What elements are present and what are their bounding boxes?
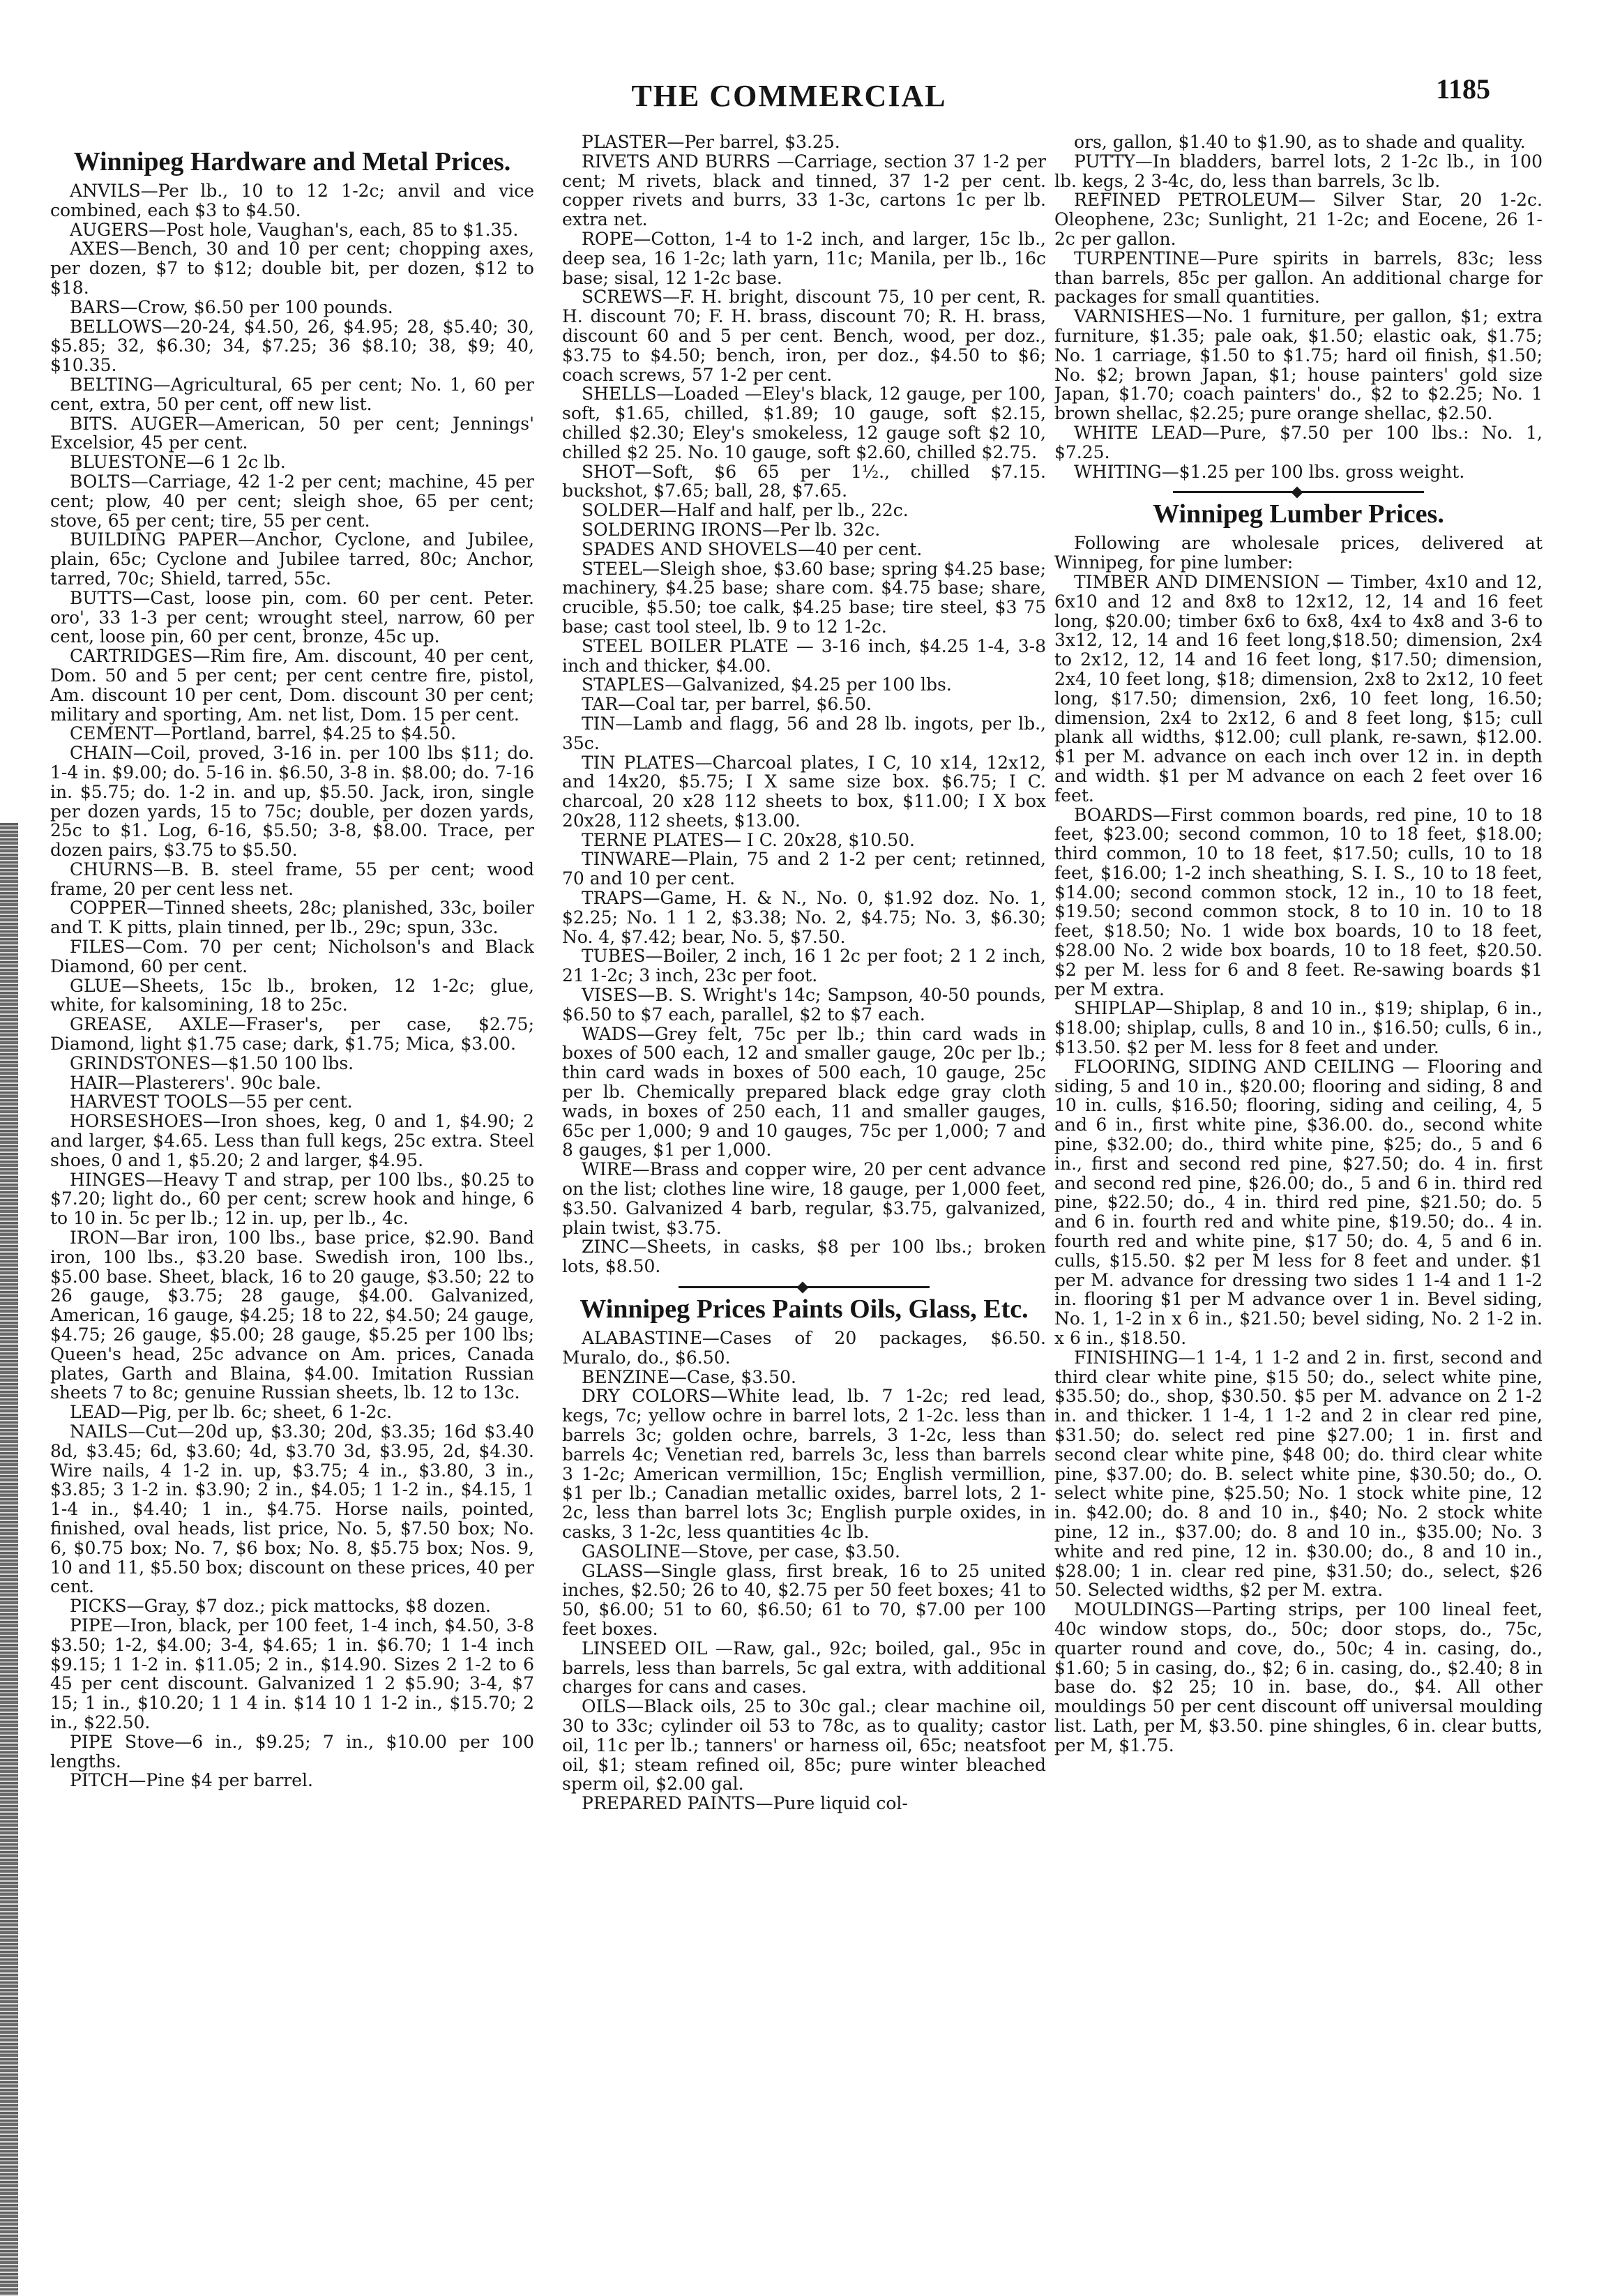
- price-paragraph: SOLDERING IRONS—Per lb. 32c.: [582, 519, 881, 540]
- price-paragraph: SHOT—Soft, $6 65 per 1½., chilled $7.15. buckshot, $7.65; ball, 28, $7.65.: [562, 461, 1046, 501]
- column-hardware-and-paints: [562, 133, 1046, 2281]
- price-paragraph: ROPE—Cotton, 1-4 to 1-2 inch, and larger, 15c lb., deep sea, 16 1-2c; lath yarn, 11c; Manila, per lb., 16c base; sisal, 12 1-2c base.: [562, 228, 1046, 288]
- page-title: THE COMMERCIAL: [631, 79, 947, 113]
- price-paragraph: TURPENTINE—Pure spirits in barrels, 83c; less than barrels, 85c per gallon. An additional charge for packages for small quantities.: [1054, 248, 1543, 308]
- price-paragraph: SHIPLAP—Shiplap, 8 and 10 in., $19; shiplap, 6 in., $18.00; shiplap, culls, 8 and 10 in., $16.50; culls, 6 in., $13.50. $2 per M. less for 8 feet and under.: [1054, 998, 1543, 1058]
- price-paragraph: BARS—Crow, $6.50 per 100 pounds.: [70, 296, 393, 317]
- price-paragraph: HINGES—Heavy T and strap, per 100 lbs., $0.25 to $7.20; light do., 60 per cent; screw hook and hinge, 6 to 10 in. 5c per lb.; 12 in. up, per lb., 4c.: [50, 1169, 534, 1229]
- price-paragraph: WHITING—$1.25 per 100 lbs. gross weight.: [1074, 461, 1465, 482]
- price-paragraph: WADS—Grey felt, 75c per lb.; thin card wads in boxes of 500 each, 12 and smaller gauge, 20c per lb.; thin card wads in boxes of 500 each, 10 gauge, 25c per lb. Chemically prepared black edge gray cloth wads, in boxes of 250 each, 11 and smaller gauges, 65c per 1,000; 9 and 10 gauges, 75c per 1,000; 7 and 8 gauges, $1 per 1,000.: [562, 1023, 1046, 1161]
- price-paragraph: BLUESTONE—6 1 2c lb.: [70, 452, 286, 473]
- price-paragraph: BENZINE—Case, $3.50.: [582, 1366, 796, 1387]
- price-paragraph: BOARDS—First common boards, red pine, 10 to 18 feet, $23.00; second common, 10 to 18 feet, $18.00; third common, 10 to 18 feet, $17.50; culls, 10 to 18 feet, $16.00; 1-2 inch sheathing, S. I. S., 10 to 18 feet, $14.00; second common stock, 12 in., 10 to 18 feet, $19.50; second common stock, 8 to 10 in. 10 to 18 feet, $18.50; No. 1 wide box boards, 10 to 18 feet, $28.00 No. 2 wide box boards, 10 to 18 feet, $20.50. $2 per M. less for 6 and 8 feet. Re-sawing boards $1 per M extra.: [1054, 804, 1543, 999]
- price-paragraph: WHITE LEAD—Pure, $7.50 per 100 lbs.: No. 1, $7.25.: [1054, 422, 1543, 462]
- section-heading-lumber: Winnipeg Lumber Prices.: [1153, 499, 1444, 529]
- price-paragraph: RIVETS AND BURRS —Carriage, section 37 1-2 per cent; M rivets, black and tinned, 37 1-2 per cent. copper rivets and burrs, 33 1-3c, cartons 1c per lb. extra net.: [562, 151, 1046, 230]
- price-paragraph: WIRE—Brass and copper wire, 20 per cent advance on the list; clothes line wire, 18 gauge, per 1,000 feet, $3.50. Galvanized 4 barb, regular, $3.75, galvanized, plain twist, $3.75.: [562, 1159, 1046, 1238]
- column-hardware-prices: [50, 148, 534, 2296]
- section-divider: [679, 1286, 930, 1288]
- price-paragraph: TINWARE—Plain, 75 and 2 1-2 per cent; retinned, 70 and 10 per cent.: [562, 849, 1046, 889]
- price-paragraph: BOLTS—Carriage, 42 1-2 per cent; machine, 45 per cent; plow, 40 per cent; sleigh shoe, 65 per cent; stove, 65 per cent; tire, 55 per cent.: [50, 471, 534, 531]
- price-paragraph: AUGERS—Post hole, Vaughan's, each, 85 to $1.35.: [70, 219, 519, 240]
- price-paragraph: PIPE—Iron, black, per 100 feet, 1-4 inch, $4.50, 3-8 $3.50; 1-2, $4.00; 3-4, $4.65; 1 in. $6.70; 1 1-4 inch $9.15; 1 1-2 in. $11.05; 2 in., $14.90. Sizes 2 1-2 to 6 45 per cent discount. Galvanized 1 2 $5.90; 3-4, $7 15; 1 in., $10.20; 1 1 4 in. $14 10 1 1-2 in., $15.70; 2 in., $22.50.: [50, 1615, 534, 1732]
- price-paragraph: BITS. AUGER—American, 50 per cent; Jennings' Excelsior, 45 per cent.: [50, 413, 534, 453]
- price-paragraph: CARTRIDGES—Rim fire, Am. discount, 40 per cent, Dom. 50 and 5 per cent; per cent centre fire, pistol, Am. discount 10 per cent, Dom. discount 30 per cent; military and sporting, Am. net list, Dom. 15 per cent.: [50, 646, 534, 725]
- price-paragraph: PUTTY—In bladders, barrel lots, 2 1-2c lb., in 100 lb. kegs, 2 3-4c, do, less than barrels, 3c lb.: [1054, 151, 1543, 191]
- hardware-price-list-continued: [562, 133, 1046, 1276]
- price-paragraph: Following are wholesale prices, delivered at Winnipeg, for pine lumber:: [1054, 533, 1543, 573]
- price-paragraph: LEAD—Pig, per lb. 6c; sheet, 6 1-2c.: [70, 1402, 393, 1423]
- price-paragraph: DRY COLORS—White lead, lb. 7 1-2c; red lead, kegs, 7c; yellow ochre in barrel lots, 2 1-2c. less than barrels 3c; golden ochre, barrels, 3 1-2c, less than barrels 4c; Venetian red, barrels 3c, less than barrels 3 1-2c; American vermillion, 15c; English vermillion, $1 per lb.; Canadian metallic oxides, barrel lots, 2 1-2c, less than barrel lots 3c; English purple oxides, in casks, 3 1-2c, less quantities 4c lb.: [562, 1386, 1046, 1542]
- price-paragraph: HAIR—Plasterers'. 90c bale.: [70, 1072, 321, 1093]
- price-paragraph: GREASE, AXLE—Fraser's, per case, $2.75; Diamond, light $1.75 case; dark, $1.75; Mica, $3.00.: [50, 1014, 534, 1055]
- price-paragraph: VARNISHES—No. 1 furniture, per gallon, $1; extra furniture, $1.35; pale oak, $1.50; elastic oak, $1.75; No. 1 carriage, $1.50 to $1.75; hard oil finish, $1.50; No. $2; brown Japan, $1; house painters' gold size Japan, $1.70; coach painters' do., $2 to $2.25; No. 1 brown shellac, $2.25; pure orange shellac, $2.50.: [1054, 306, 1543, 424]
- price-paragraph: BUILDING PAPER—Anchor, Cyclone, and Jubilee, plain, 65c; Cyclone and Jubilee tarred, 80c; Anchor, tarred, 70c; Shield, tarred, 55c.: [50, 529, 534, 589]
- section-heading-hardware: Winnipeg Hardware and Metal Prices.: [73, 148, 511, 176]
- price-paragraph: TIMBER AND DIMENSION — Timber, 4x10 and 12, 6x10 and 12 and 8x8 to 12x12, 12, 14 and 16 feet long, $20.00; timber 6x6 to 6x8, 4x4 to 4x8 and 3-6 to 3x12, 12, 14 and 16 feet long,$18.50; dimension, 2x4 to 2x12, 12, 14 and 16 feet long, $17.50; dimension, 2x4, 10 feet long, $18; dimension, 2x8 to 2x12, 10 feet long, $17.50; dimension, 2x6, 10 feet long, 16.50; dimension, 2x4 to 2x12, 6 and 8 feet long, $15; cull plank all widths, $12.00; cull plank, re-sawn, $12.00. $1 per M. advance on each inch over 12 in. in depth and width. $1 per M advance on each 2 feet over 16 feet.: [1054, 571, 1543, 806]
- section-divider: [1173, 491, 1424, 493]
- price-paragraph: STEEL—Sleigh shoe, $3.60 base; spring $4.25 base; machinery, $4.25 base; share com. $4.75 base; share, crucible, $5.50; toe calk, $4.25 base; tire steel, $3 75 base; cast tool steel, lb. 9 to 12 1-2c.: [562, 558, 1046, 637]
- paints-price-list-continued: [1054, 133, 1543, 481]
- price-paragraph: LINSEED OIL —Raw, gal., 92c; boiled, gal., 95c in barrels, less than barrels, 5c gal extra, with additional charges for cans and cases.: [562, 1638, 1046, 1698]
- price-paragraph: ALABASTINE—Cases of 20 packages, $6.50. Muralo, do., $6.50.: [562, 1328, 1046, 1368]
- price-paragraph: SOLDER—Half and half, per lb., 22c.: [582, 500, 909, 521]
- price-paragraph: GRINDSTONES—$1.50 100 lbs.: [70, 1052, 354, 1073]
- hardware-price-list: [50, 181, 534, 1790]
- price-paragraph: HORSESHOES—Iron shoes, keg, 0 and 1, $4.90; 2 and larger, $4.65. Less than full kegs, 25c extra. Steel shoes, 0 and 1, $5.20; 2 and larger, $4.95.: [50, 1111, 534, 1170]
- price-paragraph: NAILS—Cut—20d up, $3.30; 20d, $3.35; 16d $3.40 8d, $3.45; 6d, $3.60; 4d, $3.70 3d, $3.95, 2d, $4.30. Wire nails, 4 1-2 in. up, $3.75; 4 in., $3.80, 3 in., $3.85; 3 1-2 in. $3.90; 2 in., $4.05; 1 1-2 in., $4.15, 1 1-4 in., $4.40; 1 in., $4.75. Horse nails, pointed, finished, oval heads, list price, No. 5, $7.50 box; No. 6, $0.75 box; No. 7, $6 box; No. 8, $5.75 box; Nos. 9, 10 and 11, $5.50 box; discount on these prices, 40 per cent.: [50, 1421, 534, 1597]
- column-paints-and-lumber: [1054, 133, 1543, 2281]
- price-paragraph: CEMENT—Portland, barrel, $4.25 to $4.50.: [70, 723, 457, 744]
- price-paragraph: REFINED PETROLEUM— Silver Star, 20 1-2c. Oleophene, 23c; Sunlight, 21 1-2c; and Eocene, 26 1-2c per gallon.: [1054, 190, 1543, 249]
- price-paragraph: PLASTER—Per barrel, $3.25.: [582, 133, 840, 152]
- price-paragraph: SHELLS—Loaded —Eley's black, 12 gauge, per 100, soft, $1.65, chilled, $1.89; 10 gauge, soft $2.15, chilled $2.30; Eley's smokeless, 12 gauge soft $2 10, chilled $2 25. No. 10 gauge, soft $2.60, chilled $2.75.: [562, 384, 1046, 462]
- price-paragraph: HARVEST TOOLS—55 per cent.: [70, 1092, 353, 1112]
- running-head: [0, 73, 1606, 128]
- price-paragraph: FINISHING—1 1-4, 1 1-2 and 2 in. first, second and third clear white pine, $15 50; do., select white pine, $35.50; do., shop, $30.50. $5 per M. advance on 2 1-2 in. and thicker. 1 1-4, 1 1-2 and 2 in clear red pine, $31.50; do. select red pine $27.00; 1 in. first and second clear white pine, $48 00; do. third clear white pine, $37.00; do. B. select white pine, $30.50; do., O. select white pine, $25.50; No. 1 stock white pine, 12 in. $42.00; do. 8 and 10 in., $40; No. 2 stock white pine, 12 in., $37.00; do. 8 and 10 in., $35.00; No. 3 white and red pine, 12 in. $30.00; do., 8 and 10 in., $28.00; 1 in. clear red pine, $31.50; do., select, $26 50. Selected widths, $2 per M. extra.: [1054, 1347, 1543, 1601]
- lumber-price-list: [1054, 534, 1543, 1755]
- section-heading-paints: Winnipeg Prices Paints Oils, Glass, Etc.: [579, 1294, 1029, 1324]
- price-paragraph: ANVILS—Per lb., 10 to 12 1-2c; anvil and vice combined, each $3 to $4.50.: [50, 181, 534, 220]
- price-paragraph: PREPARED PAINTS—Pure liquid col-: [582, 1793, 908, 1814]
- price-paragraph: ZINC—Sheets, in casks, $8 per 100 lbs.; broken lots, $8.50.: [562, 1237, 1046, 1277]
- price-paragraph: TERNE PLATES— I C. 20x28, $10.50.: [582, 829, 915, 850]
- price-paragraph: PICKS—Gray, $7 doz.; pick mattocks, $8 dozen.: [70, 1596, 492, 1617]
- price-paragraph: GASOLINE—Stove, per case, $3.50.: [582, 1541, 900, 1562]
- price-paragraph: CHURNS—B. B. steel frame, 55 per cent; wood frame, 20 per cent less net.: [50, 859, 534, 899]
- price-paragraph: TAR—Coal tar, per barrel, $6.50.: [582, 694, 872, 715]
- price-paragraph: SPADES AND SHOVELS—40 per cent.: [582, 538, 923, 559]
- price-paragraph: TRAPS—Game, H. & N., No. 0, $1.92 doz. No. 1, $2.25; No. 1 1 2, $3.38; No. 2, $4.75; No. 3, $6.30; No. 4, $7.42; bear, No. 5, $7.50.: [562, 888, 1046, 947]
- price-paragraph: TUBES—Boiler, 2 inch, 16 1 2c per foot; 2 1 2 inch, 21 1-2c; 3 inch, 23c per foot.: [562, 946, 1046, 986]
- price-paragraph: PIPE Stove—6 in., $9.25; 7 in., $10.00 per 100 lengths.: [50, 1731, 534, 1772]
- price-paragraph: AXES—Bench, 30 and 10 per cent; chopping axes, per dozen, $7 to $12; double bit, per dozen, $12 to $18.: [50, 239, 534, 298]
- price-paragraph: GLUE—Sheets, 15c lb., broken, 12 1-2c; glue, white, for kalsomining, 18 to 25c.: [50, 975, 534, 1015]
- price-paragraph: BELTING—Agricultural, 65 per cent; No. 1, 60 per cent, extra, 50 per cent, off new list.: [50, 374, 534, 414]
- paints-price-list: [562, 1329, 1046, 1813]
- price-paragraph: FILES—Com. 70 per cent; Nicholson's and Black Diamond, 60 per cent.: [50, 937, 534, 976]
- price-paragraph: PITCH—Pine $4 per barrel.: [70, 1770, 313, 1791]
- price-paragraph: STAPLES—Galvanized, $4.25 per 100 lbs.: [582, 674, 952, 695]
- price-paragraph: BELLOWS—20-24, $4.50, 26, $4.95; 28, $5.40; 30, $5.85; 32, $6.30; 34, $7.25; 36 $8.10; 38, $9; 40, $10.35.: [50, 316, 534, 376]
- price-paragraph: CHAIN—Coil, proved, 3-16 in. per 100 lbs $11; do. 1-4 in. $9.00; do. 5-16 in. $6.50, 3-8 in. $8.00; do. 7-16 in. $5.75; do. 1-2 in. and up, $5.50. Jack, iron, single per dozen yards, 15 to 75c; double, per dozen yards, 25c to $1. Log, 6-16, $5.50; 3-8, $8.00. Trace, per dozen pairs, $3.75 to $5.50.: [50, 743, 534, 861]
- scan-binding-edge: [0, 823, 18, 2296]
- price-paragraph: TIN PLATES—Charcoal plates, I C, 10 x14, 12x12, and 14x20, $5.75; I X same size box. $6.75; I C. charcoal, 20 x28 112 sheets to box, $11.00; I X box 20x28, 112 sheets, $13.00.: [562, 752, 1046, 831]
- price-paragraph: VISES—B. S. Wright's 14c; Sampson, 40-50 pounds, $6.50 to $7 each, parallel, $2 to $7 each.: [562, 985, 1046, 1025]
- price-paragraph: BUTTS—Cast, loose pin, com. 60 per cent. Peter. oro', 33 1-3 per cent; wrought steel, narrow, 60 per cent, loose pin, 60 per cent, bronze, 45c up.: [50, 587, 534, 647]
- price-paragraph: OILS—Black oils, 25 to 30c gal.; clear machine oil, 30 to 33c; cylinder oil 53 to 78c, as to quality; castor oil, 11c per lb.; tanners' or harness oil, 65c; neatsfoot oil, $1; steam refined oil, 85c; pure winter bleached sperm oil, $2.00 gal.: [562, 1696, 1046, 1795]
- price-paragraph: STEEL BOILER PLATE — 3-16 inch, $4.25 1-4, 3-8 inch and thicker, $4.00.: [562, 635, 1046, 676]
- price-paragraph: COPPER—Tinned sheets, 28c; planished, 33c, boiler and T. K pitts, plain tinned, per lb., 29c; spun, 33c.: [50, 898, 534, 938]
- page-number: 1185: [1436, 73, 1490, 105]
- price-paragraph: FLOORING, SIDING AND CEILING — Flooring and siding, 5 and 10 in., $20.00; flooring and siding, 8 and 10 in. culls, $16.50; flooring, siding and ceiling, 4, 5 and 6 in., first white pine, $36.00. do., second white pine, $32.00; do., third white pine, $25; do., 5 and 6 in., first and second red pine, $27.50; do. 4 in. first and second red pine, $26.00; do., 5 and 6 in. third red pine, $22.50; do., 4 in. third red pine, $21.50; do. 5 and 6 in. fourth red and white pine, $19.50; do.. 4 in. fourth red and white pine, $17 50; do. 4, 5 and 6 in. culls, $15.50. $2 per M less for 8 feet and under. $1 per M. advance for dressing two sides 1 1-4 and 1 1-2 in. flooring $1 per M advance over 1 in. Bevel siding, No. 1, 1-2 in x 6 in., $21.50; bevel siding, No. 2 1-2 in. x 6 in., $18.50.: [1054, 1056, 1543, 1349]
- price-paragraph: ors, gallon, $1.40 to $1.90, as to shade and quality.: [1074, 133, 1526, 152]
- price-paragraph: GLASS—Single glass, first break, 16 to 25 united inches, $2.50; 26 to 40, $2.75 per 50 feet boxes; 41 to 50, $6.00; 51 to 60, $6.50; 61 to 70, $7.00 per 100 feet boxes.: [562, 1560, 1046, 1639]
- price-paragraph: IRON—Bar iron, 100 lbs., base price, $2.90. Band iron, 100 lbs., $3.20 base. Swedish iron, 100 lbs., $5.00 base. Sheet, black, 16 to 20 gauge, $3.50; 22 to 26 gauge, $3.75; 28 gauge, $4.00. Galvanized, American, 16 gauge, $4.25; 18 to 22, $4.50; 24 gauge, $4.75; 26 gauge, $5.00; 28 gauge, $5.25 per 100 lbs; Queen's head, 25c advance on Am. prices, Canada plates, Garth and Blaina, $4.00. Imitation Russian sheets 7 to 8c; genuine Russian sheets, lb. 12 to 13c.: [50, 1228, 534, 1403]
- price-paragraph: TIN—Lamb and flagg, 56 and 28 lb. ingots, per lb., 35c.: [562, 713, 1046, 753]
- price-paragraph: SCREWS—F. H. bright, discount 75, 10 per cent, R. H. discount 70; F. H. brass, discount 70; R. H. brass, discount 60 and 5 per cent. Bench, wood, per doz., $3.75 to $4.50; bench, iron, per doz., $4.50 to $6; coach screws, 57 1-2 per cent.: [562, 287, 1046, 385]
- price-paragraph: MOULDINGS—Parting strips, per 100 lineal feet, 40c window stops, do., 50c; door stops, do., 75c, quarter round and cove, do., 50c; 4 in. casing, do., $1.60; 5 in casing, do., $2; 6 in. casing, do., $2.40; 8 in base do. $2 25; 10 in. base, do., $4. All other mouldings 50 per cent discount off universal moulding list. Lath, per M, $3.50. pine shingles, 6 in. clear butts, per M, $1.75.: [1054, 1599, 1543, 1755]
